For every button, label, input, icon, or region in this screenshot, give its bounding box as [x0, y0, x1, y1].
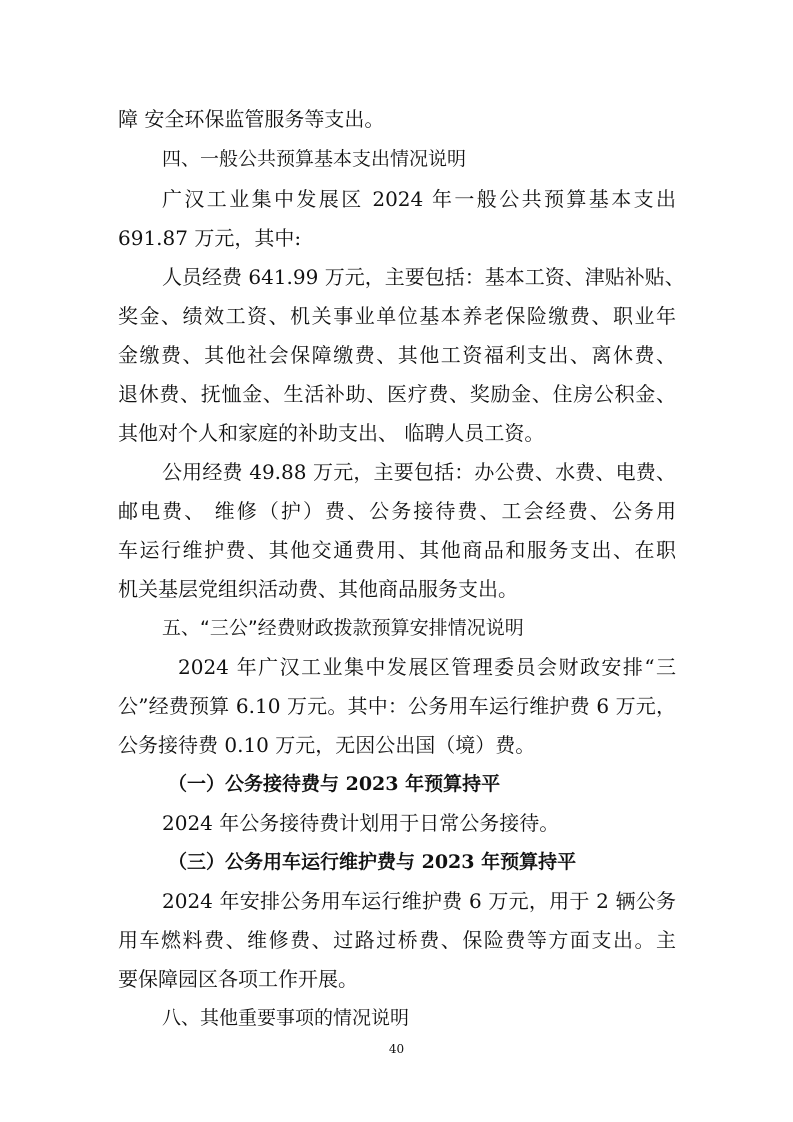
paragraph-line: 人员经费 641.99 万元，主要包括：基本工资、津贴补贴、 — [162, 265, 685, 289]
paragraph-line: 退休费、抚恤金、生活补助、医疗费、奖励金、住房公积金、 — [118, 382, 676, 406]
paragraph-line: 用车燃料费、维修费、过路过桥费、保险费等方面支出。主 — [118, 928, 676, 952]
paragraph-line: 邮电费、 维修（护）费、公务接待费、工会经费、公务用 — [118, 499, 676, 523]
paragraph-line: 金缴费、其他社会保障缴费、其他工资福利支出、离休费、 — [118, 343, 676, 367]
paragraph-line: 车运行维护费、其他交通费用、其他商品和服务支出、在职 — [118, 538, 676, 562]
section-heading: 八、其他重要事项的情况说明 — [162, 1007, 410, 1029]
paragraph-line: 2024 年公务接待费计划用于日常公务接待。 — [162, 811, 560, 835]
paragraph-line: 2024 年安排公务用车运行维护费 6 万元，用于 2 辆公务 — [162, 889, 676, 913]
paragraph-line: 691.87 万元，其中: — [118, 226, 302, 250]
paragraph-line: 公务接待费 0.10 万元，无因公出国（境）费。 — [118, 733, 536, 757]
subsection-heading: （三）公务用车运行维护费与 2023 年预算持平 — [168, 851, 577, 873]
paragraph-line: 障 安全环保监管服务等支出。 — [118, 107, 385, 131]
paragraph-line: 机关基层党组织活动费、其他商品服务支出。 — [118, 577, 518, 601]
paragraph-line: 奖金、绩效工资、机关事业单位基本养老保险缴费、职业年 — [118, 304, 676, 328]
paragraph-line: 要保障园区各项工作开展。 — [118, 967, 358, 991]
paragraph-line: 公”经费预算 6.10 万元。其中：公务用车运行维护费 6 万元， — [118, 694, 676, 718]
subsection-heading: （一）公务接待费与 2023 年预算持平 — [168, 773, 501, 795]
section-heading: 四、一般公共预算基本支出情况说明 — [162, 148, 467, 170]
section-heading: 五、“三公”经费财政拨款预算安排情况说明 — [162, 617, 524, 639]
paragraph-line: 其他对个人和家庭的补助支出、 临聘人员工资。 — [118, 421, 545, 445]
paragraph-line: 公用经费 49.88 万元，主要包括：办公费、水费、电费、 — [162, 460, 676, 484]
page-number: 40 — [388, 1042, 405, 1056]
paragraph-line: 广汉工业集中发展区 2024 年一般公共预算基本支出 — [162, 187, 676, 211]
paragraph-line: 2024 年广汉工业集中发展区管理委员会财政安排“三 — [178, 655, 676, 679]
